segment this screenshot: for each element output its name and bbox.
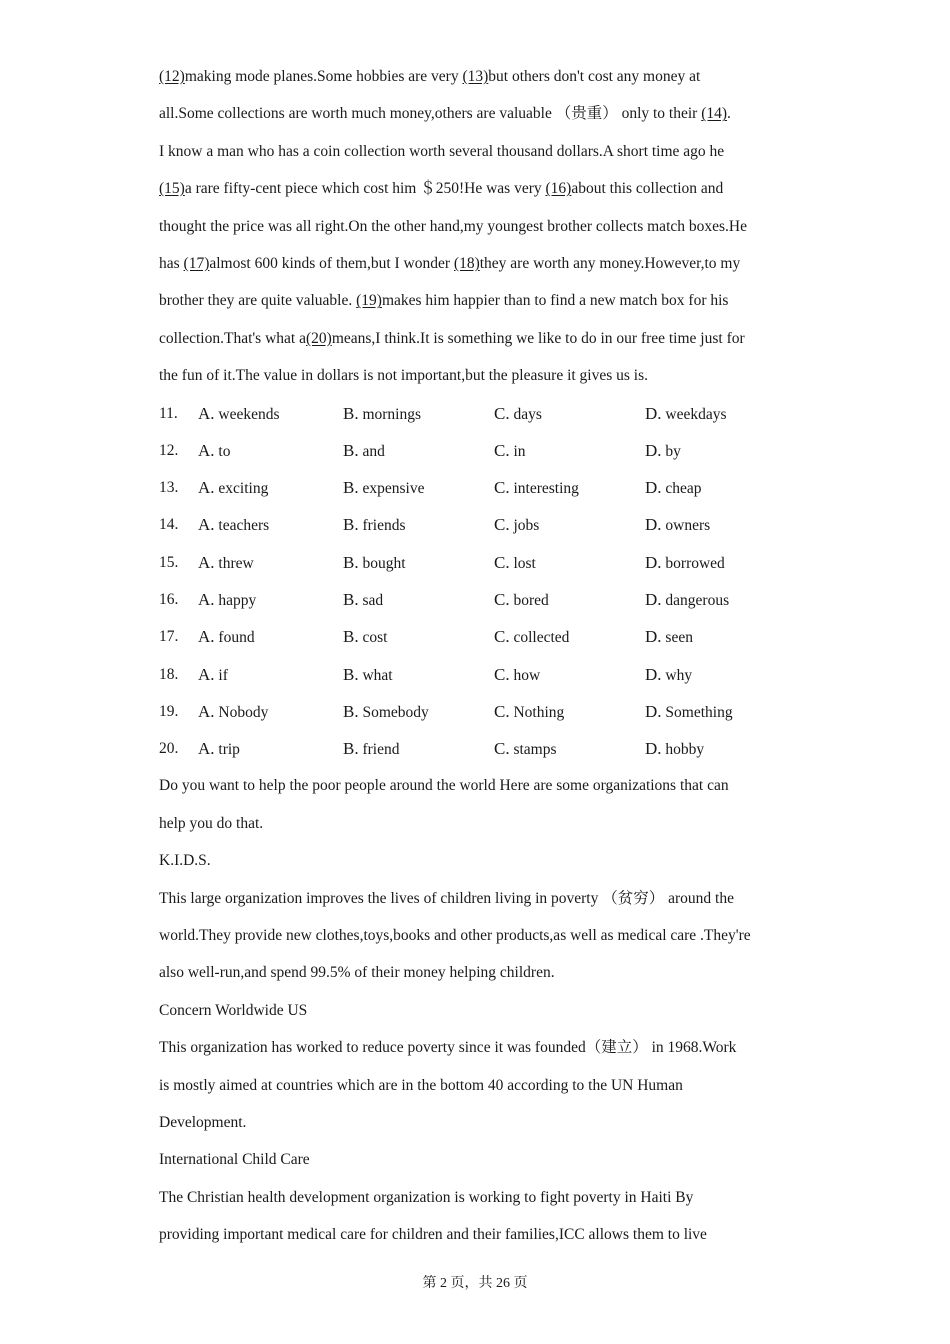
option-letter: B. (343, 590, 359, 609)
passage-text: thought the price was all right.On the other hand,my youngest brother collects match boxes.He (159, 217, 747, 235)
passage-text: . (727, 105, 731, 123)
question-number: 18. (159, 665, 179, 683)
question-number: 15. (159, 553, 179, 571)
answer-option[interactable] (198, 506, 269, 544)
page-content (159, 58, 809, 1254)
passage-text: has (159, 254, 184, 272)
option-text: and (362, 442, 385, 460)
answer-option[interactable] (343, 506, 406, 544)
question-row (159, 395, 809, 432)
answer-option[interactable] (645, 618, 693, 656)
option-text: collected (513, 629, 570, 647)
option-letter: A. (198, 627, 215, 647)
option-letter: D. (645, 739, 662, 759)
blank-marker: (15) (159, 180, 185, 198)
reading-line: Do you want to help the poor people around the world Here are some organizations that can (159, 777, 729, 795)
passage-line (159, 208, 809, 245)
reading-line: providing important medical care for children and their families,ICC allows them to live (159, 1226, 707, 1244)
reading-passage (159, 767, 809, 1253)
option-letter: D. (645, 515, 662, 535)
answer-option[interactable] (343, 730, 399, 768)
question-list (159, 395, 809, 768)
passage-text: they are worth any money.However,to my (479, 254, 741, 272)
option-text: stamps (513, 741, 557, 759)
passage-line (159, 133, 809, 170)
answer-option[interactable] (198, 693, 268, 731)
question-row (159, 506, 809, 543)
answer-option[interactable] (198, 730, 240, 768)
answer-option[interactable] (645, 395, 727, 433)
answer-option[interactable] (645, 432, 681, 470)
option-text: jobs (513, 517, 540, 535)
answer-option[interactable] (494, 656, 540, 694)
question-row (159, 544, 809, 581)
option-letter: A. (198, 739, 215, 759)
option-letter: A. (198, 515, 215, 535)
option-text: teachers (218, 517, 270, 535)
answer-option[interactable] (645, 693, 733, 731)
answer-option[interactable] (198, 581, 256, 619)
page-footer: 第 2 页，共 26 页 (422, 1276, 528, 1291)
question-row (159, 432, 809, 469)
option-text: seen (665, 629, 693, 647)
option-text: Nothing (513, 703, 565, 721)
answer-option[interactable] (494, 544, 536, 582)
option-text: by (665, 442, 681, 460)
option-text: sad (362, 592, 384, 609)
option-text: owners (665, 517, 711, 535)
option-letter: C. (494, 627, 510, 647)
option-letter: C. (494, 552, 510, 572)
answer-option[interactable] (343, 469, 424, 507)
blank-marker: (13) (462, 68, 489, 85)
option-letter: A. (198, 478, 215, 498)
blank-marker: (16) (545, 180, 572, 198)
option-text: hobby (665, 741, 705, 759)
passage-text: but others don't cost any money at (488, 68, 701, 85)
reading-line: world.They provide new clothes,toys,books and other products,as well as medical care .They're (159, 927, 751, 945)
option-letter: B. (343, 552, 359, 572)
option-text: days (513, 405, 542, 423)
question-row (159, 656, 809, 693)
option-letter: B. (343, 515, 359, 535)
option-letter: B. (343, 701, 359, 721)
answer-option[interactable] (645, 469, 702, 507)
question-row (159, 581, 809, 618)
answer-option[interactable] (198, 395, 280, 433)
option-text: happy (218, 592, 257, 609)
passage-text: almost 600 kinds of them,but I wonder (209, 254, 454, 272)
option-letter: D. (645, 701, 662, 721)
option-text: friends (362, 517, 406, 535)
option-text: bought (362, 554, 406, 572)
option-letter: B. (343, 403, 359, 423)
answer-option[interactable] (494, 581, 549, 619)
option-text: if (218, 666, 228, 684)
passage-text: I know a man who has a coin collection worth several thousand dollars.A short time ago he (159, 142, 725, 160)
option-text: mornings (362, 405, 422, 423)
option-text: weekdays (665, 405, 727, 423)
option-letter: B. (343, 627, 359, 647)
blank-marker: (14) (701, 105, 728, 123)
option-text: threw (218, 554, 254, 572)
option-text: in (513, 442, 526, 460)
passage-text: makes him happier than to find a new match box for his (381, 292, 729, 310)
option-letter: C. (494, 478, 510, 498)
option-text: borrowed (665, 554, 725, 572)
option-text: to (218, 442, 231, 460)
answer-option[interactable] (494, 395, 542, 433)
option-text: dangerous (665, 592, 730, 609)
answer-option[interactable] (494, 432, 526, 470)
passage-line (159, 95, 809, 132)
option-letter: A. (198, 440, 215, 460)
answer-option[interactable] (343, 581, 383, 619)
option-text: why (665, 666, 693, 684)
answer-option[interactable] (494, 618, 569, 656)
option-text: Nobody (218, 703, 269, 721)
option-letter: C. (494, 590, 510, 609)
option-text: interesting (513, 480, 579, 498)
option-letter: D. (645, 627, 662, 647)
option-text: trip (218, 741, 240, 759)
option-letter: B. (343, 478, 359, 498)
passage-line (159, 357, 809, 394)
cloze-passage (159, 58, 809, 395)
question-number: 20. (159, 740, 179, 758)
answer-option[interactable] (198, 656, 228, 694)
answer-option[interactable] (343, 544, 406, 582)
passage-line (159, 58, 809, 95)
reading-line: also well-run,and spend 99.5% of their money helping children. (159, 964, 555, 982)
reading-line: is mostly aimed at countries which are in the bottom 40 according to the UN Human (159, 1076, 683, 1094)
passage-text: all.Some collections are worth much money,others are valuable （贵重） only to their (159, 105, 702, 123)
reading-line: Development. (159, 1114, 247, 1131)
option-letter: D. (645, 440, 662, 460)
passage-text: brother they are quite valuable. (159, 292, 357, 310)
passage-text: collection.That's what a (159, 329, 306, 347)
question-row (159, 693, 809, 730)
option-letter: C. (494, 440, 510, 460)
passage-line (159, 282, 809, 319)
option-letter: B. (343, 664, 359, 684)
answer-option[interactable] (645, 656, 692, 694)
question-number: 19. (159, 702, 179, 720)
answer-option[interactable] (343, 395, 421, 433)
passage-text: means,I think.It is something we like to do in our free time just for (331, 329, 745, 347)
option-text: Something (665, 703, 733, 721)
answer-option[interactable] (343, 693, 429, 731)
reading-line: help you do that. (159, 814, 264, 832)
question-number: 16. (159, 591, 179, 608)
blank-marker: (20) (305, 329, 332, 347)
option-letter: C. (494, 664, 510, 684)
answer-option[interactable] (198, 469, 268, 507)
option-text: exciting (218, 480, 269, 498)
option-letter: A. (198, 664, 215, 684)
answer-option[interactable] (198, 544, 254, 582)
reading-line: K.I.D.S. (159, 852, 211, 870)
option-letter: D. (645, 590, 662, 609)
reading-line: International Child Care (159, 1151, 310, 1169)
passage-line (159, 245, 809, 282)
option-letter: A. (198, 590, 215, 609)
answer-option[interactable] (645, 506, 710, 544)
question-number: 17. (159, 628, 179, 646)
reading-line: The Christian health development organization is working to fight poverty in Haiti By (159, 1188, 694, 1206)
blank-marker: (17) (183, 254, 210, 272)
answer-option[interactable] (198, 432, 230, 470)
question-number: 14. (159, 516, 179, 534)
option-letter: A. (198, 701, 215, 721)
question-row (159, 730, 809, 767)
option-text: how (513, 666, 541, 684)
passage-line (159, 320, 809, 357)
option-text: cost (362, 629, 388, 647)
option-text: found (218, 629, 255, 647)
option-letter: B. (343, 739, 359, 759)
blank-marker: (12) (159, 68, 185, 85)
question-number: 11. (159, 404, 178, 422)
passage-text: about this collection and (571, 180, 724, 198)
option-text: weekends (218, 405, 280, 423)
option-letter: C. (494, 403, 510, 423)
answer-option[interactable] (343, 618, 387, 656)
option-text: friend (362, 741, 400, 759)
answer-option[interactable] (343, 432, 385, 470)
answer-option[interactable] (494, 506, 539, 544)
blank-marker: (18) (453, 254, 480, 272)
option-text: lost (513, 554, 536, 572)
option-letter: D. (645, 552, 662, 572)
option-letter: D. (645, 664, 662, 684)
question-number: 12. (159, 441, 179, 459)
option-text: expensive (362, 480, 425, 498)
answer-option[interactable] (494, 693, 564, 731)
answer-option[interactable] (494, 469, 579, 507)
question-row (159, 469, 809, 506)
reading-line: This organization has worked to reduce poverty since it was founded（建立） in 1968.Work (159, 1039, 737, 1057)
option-letter: C. (494, 515, 510, 535)
option-letter: C. (494, 739, 510, 759)
option-letter: A. (198, 403, 215, 423)
option-text: bored (513, 592, 549, 609)
answer-option[interactable] (494, 730, 557, 768)
passage-text: the fun of it.The value in dollars is not important,but the pleasure it gives us is. (159, 367, 649, 385)
passage-line (159, 170, 809, 207)
question-row (159, 618, 809, 655)
answer-option[interactable] (645, 730, 704, 768)
option-letter: A. (198, 552, 215, 572)
answer-option[interactable] (645, 581, 729, 619)
reading-line: This large organization improves the lives of children living in poverty （贫穷） around the (159, 889, 734, 907)
answer-option[interactable] (198, 618, 255, 656)
reading-line: Concern Worldwide US (159, 1001, 308, 1019)
answer-option[interactable] (343, 656, 393, 694)
option-text: Somebody (362, 703, 429, 721)
option-letter: D. (645, 403, 662, 423)
passage-text: a rare fifty-cent piece which cost him ＄250!He was very (184, 180, 546, 198)
option-letter: B. (343, 440, 359, 460)
blank-marker: (19) (356, 292, 382, 310)
question-number: 13. (159, 479, 179, 497)
answer-option[interactable] (645, 544, 725, 582)
option-text: what (362, 666, 393, 684)
passage-text: making mode planes.Some hobbies are very (184, 68, 463, 85)
option-text: cheap (665, 480, 702, 498)
option-letter: D. (645, 478, 662, 498)
option-letter: C. (494, 701, 510, 721)
